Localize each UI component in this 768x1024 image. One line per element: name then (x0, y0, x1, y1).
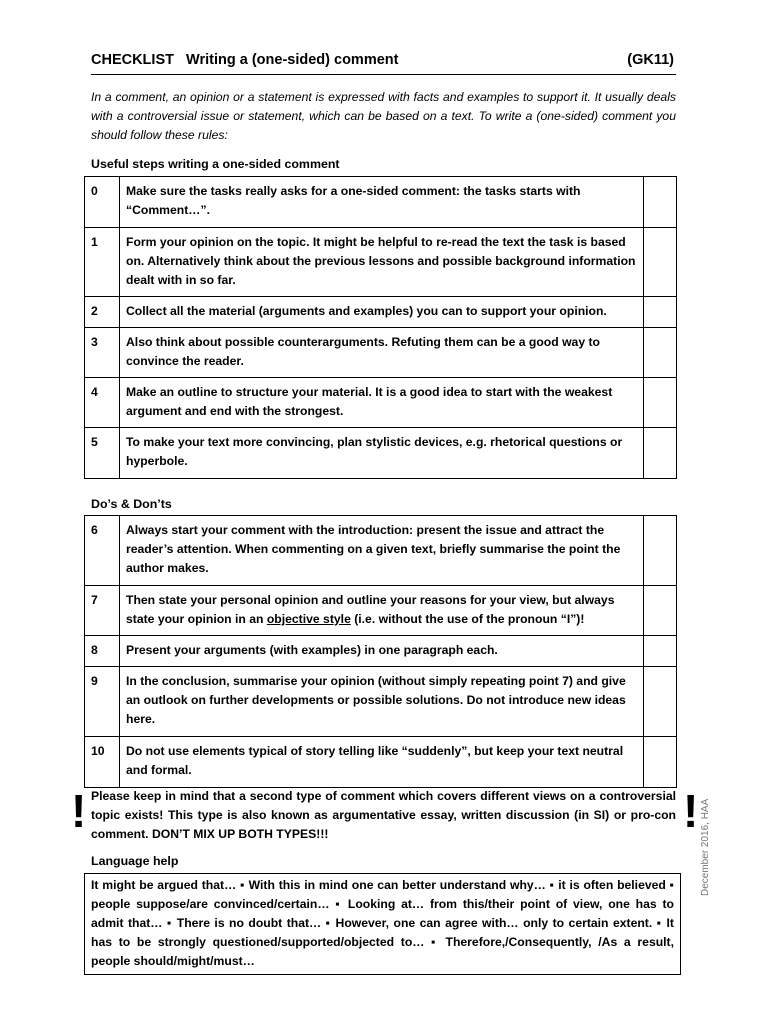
side-note: December 2016, HAA (700, 798, 711, 896)
row-text: Do not use elements typical of story telling like “suddenly”, but keep your text neutral and formal. (120, 737, 644, 788)
row-text: In the conclusion, summarise your opinion (without simply repeating point 7) and give an outlook on further developments or possible solutions. Do not introduce new ideas here. (120, 667, 644, 737)
checkbox-cell[interactable] (644, 428, 677, 479)
checkbox-cell[interactable] (644, 516, 677, 586)
language-help-box: It might be argued that… ▪ With this in mind one can better understand why… ▪ it is often believed ▪ people suppose/are convinced/certain… ▪ Looking at… from this/their point of view, one has to admit that… ▪ There is no doubt that… ▪ However, one can agree with… only to certain extent. ▪ It has to be strongly questioned/supported/objected to… ▪ Therefore,/Consequently, /As a result, people should/might/must… (84, 873, 681, 975)
checkbox-cell[interactable] (644, 586, 677, 636)
row-text: Present your arguments (with examples) in one paragraph each. (120, 636, 644, 667)
row-text: Collect all the material (arguments and examples) you can to support your opinion. (120, 297, 644, 328)
row-text (120, 586, 644, 636)
table-row (85, 177, 677, 228)
steps-table (84, 176, 677, 479)
table-row (85, 328, 677, 378)
exclamation-icon: ! (71, 785, 87, 837)
row-number: 0 (85, 177, 120, 228)
row-number: 1 (85, 228, 120, 297)
row-text: Make sure the tasks really asks for a one-sided comment: the tasks starts with “Comment…”. (120, 177, 644, 228)
intro-paragraph: In a comment, an opinion or a statement is expressed with facts and examples to support it. It usually deals with a controversial issue or statement, which can be based on a text. To write a (one-sided) comment you should follow these rules: (91, 90, 676, 142)
warning-note: Please keep in mind that a second type of comment which covers different views on a controversial topic exists! This type is also known as argumentative essay, written discussion (in SI) or pro-con comment. DON’T MIX UP BOTH TYPES!!! (91, 789, 676, 841)
checkbox-cell[interactable] (644, 328, 677, 378)
row-number: 4 (85, 378, 120, 428)
row-number: 5 (85, 428, 120, 479)
course-code: (GK11) (627, 52, 674, 68)
language-help-heading: Language help (91, 854, 179, 868)
table-row (85, 737, 677, 788)
checkbox-cell[interactable] (644, 228, 677, 297)
steps-heading: Useful steps writing a one-sided comment (91, 157, 340, 171)
underlined-phrase: objective style (266, 612, 351, 626)
checkbox-cell[interactable] (644, 737, 677, 788)
table-row (85, 636, 677, 667)
table-row (85, 516, 677, 586)
checkbox-cell[interactable] (644, 378, 677, 428)
table-row (85, 378, 677, 428)
checkbox-cell[interactable] (644, 636, 677, 667)
row-number: 3 (85, 328, 120, 378)
checkbox-cell[interactable] (644, 177, 677, 228)
row-number: 8 (85, 636, 120, 667)
table-row (85, 228, 677, 297)
exclamation-icon: ! (683, 785, 699, 837)
row-text: To make your text more convincing, plan stylistic devices, e.g. rhetorical questions or hyperbole. (120, 428, 644, 479)
row-text: Always start your comment with the introduction: present the issue and attract the reader’s attention. When commenting on a given text, briefly summarise the point the author makes. (120, 516, 644, 586)
table-row (85, 586, 677, 636)
table-row (85, 297, 677, 328)
dos-donts-table (84, 515, 677, 788)
table-row (85, 428, 677, 479)
title-text: CHECKLIST Writing a (one-sided) comment (91, 52, 399, 68)
row-text: Make an outline to structure your material. It is a good idea to start with the weakest argument and end with the strongest. (120, 378, 644, 428)
document-title (91, 52, 676, 75)
row-text-part: Then state your personal opinion and outline your reasons for your view, but always state your opinion in an (126, 593, 615, 626)
table-row (85, 667, 677, 737)
row-number: 10 (85, 737, 120, 788)
checkbox-cell[interactable] (644, 297, 677, 328)
row-text-part: (i.e. without the use of the pronoun “I”)! (350, 612, 585, 626)
row-text: Form your opinion on the topic. It might be helpful to re-read the text the task is based on. Alternatively think about the previous lessons and possible background information dealt with in so far. (120, 228, 644, 297)
row-text: Also think about possible counterarguments. Refuting them can be a good way to convince the reader. (120, 328, 644, 378)
row-number: 9 (85, 667, 120, 737)
dos-donts-heading: Do’s & Don’ts (91, 497, 172, 511)
row-number: 6 (85, 516, 120, 586)
checkbox-cell[interactable] (644, 667, 677, 737)
row-number: 2 (85, 297, 120, 328)
row-number: 7 (85, 586, 120, 636)
